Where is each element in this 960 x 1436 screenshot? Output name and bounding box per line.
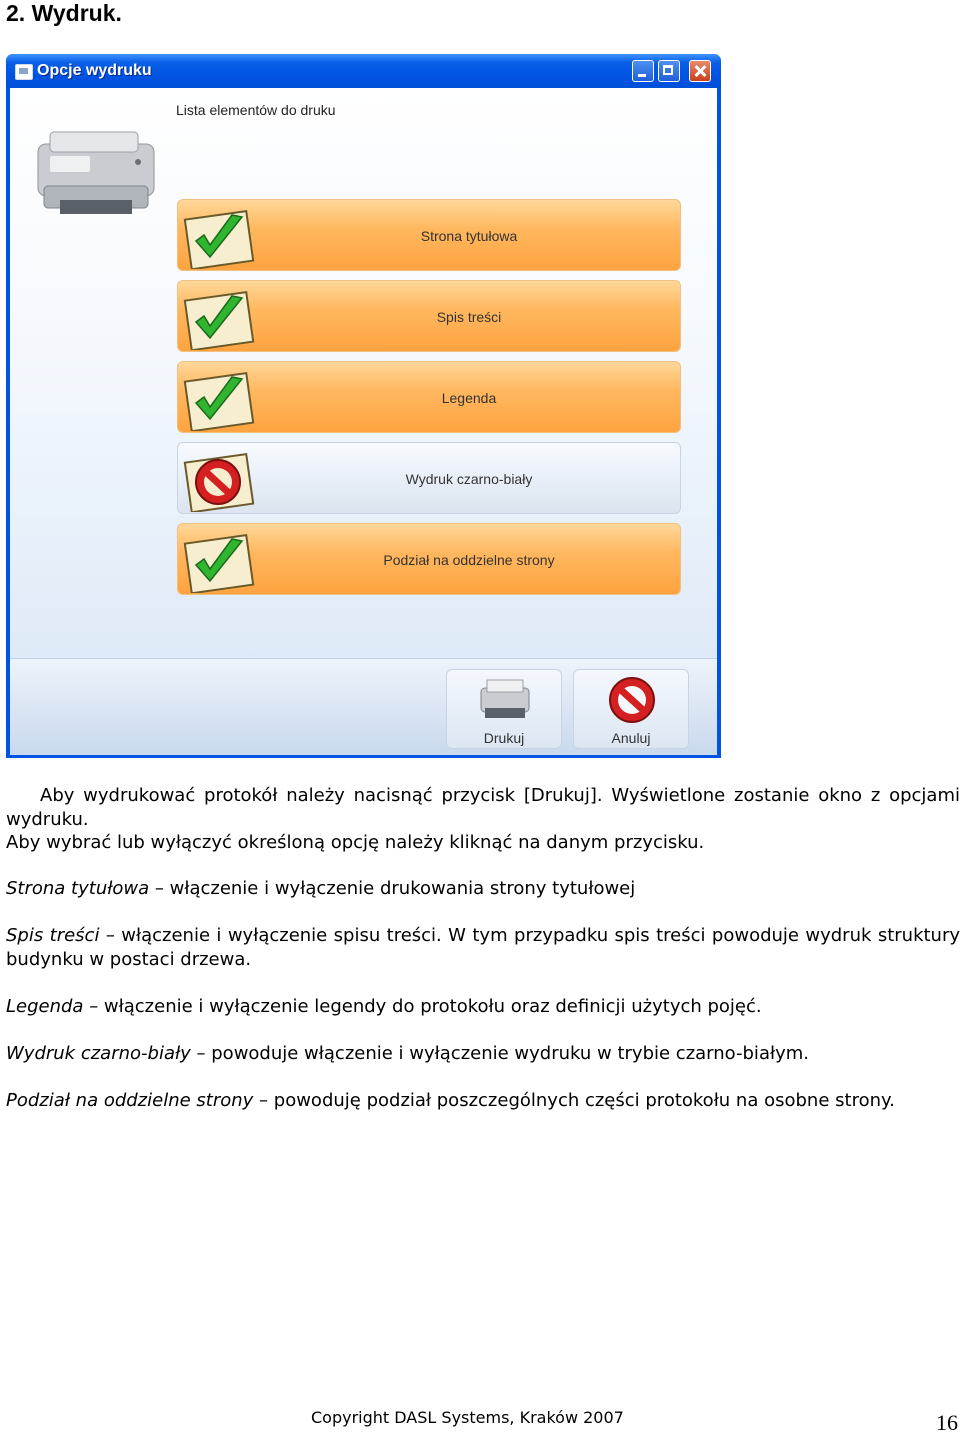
list-label: Lista elementów do druku (176, 102, 336, 118)
print-button-label: Drukuj (483, 730, 525, 746)
window-title: Opcje wydruku (37, 62, 152, 79)
printer-icon (475, 674, 535, 726)
option-label: Spis treści (436, 309, 502, 325)
check-icon (182, 205, 258, 269)
option-label: Legenda (441, 390, 497, 406)
stop-icon (602, 674, 662, 726)
definition-term: Legenda (6, 996, 84, 1017)
definition-term: Spis treści (6, 925, 100, 946)
definition-desc: – powoduje włączenie i wyłączenie wydruku w trybie czarno-białym. (190, 1043, 809, 1064)
footer-copyright: Copyright DASL Systems, Kraków 2007 (311, 1408, 624, 1427)
definition-desc: – włączenie i wyłączenie legendy do protokołu oraz definicji użytych pojęć. (83, 996, 762, 1017)
window-client-area (10, 88, 717, 754)
print-options-window (6, 54, 721, 758)
definition-podzial-na-strony (6, 1089, 960, 1113)
definition-term: Wydruk czarno-biały (6, 1043, 191, 1064)
definition-desc: – włączenie i wyłączenie spisu treści. W tym przypadku spis treści powoduje wydruk struktury budynku w postaci drzewa. (6, 925, 960, 970)
definition-spis-tresci (6, 924, 960, 972)
printer-illustration-icon (20, 126, 170, 222)
intro-paragraph-2: Aby wybrać lub wyłączyć określoną opcję należy kliknąć na danym przycisku. (6, 832, 705, 853)
section-heading: 2. Wydruk. (6, 0, 122, 26)
print-button[interactable] (446, 669, 562, 749)
close-icon[interactable] (689, 60, 711, 82)
definition-desc: – powoduję podział poszczególnych części protokołu na osobne strony. (253, 1090, 895, 1111)
option-podzial-na-strony[interactable] (177, 523, 681, 595)
check-icon (182, 529, 258, 593)
option-legenda[interactable] (177, 361, 681, 433)
minimize-icon[interactable] (632, 60, 654, 82)
cancel-button-label: Anuluj (611, 730, 651, 746)
option-spis-tresci[interactable] (177, 280, 681, 352)
definition-term: Strona tytułowa (6, 878, 150, 899)
option-label: Strona tytułowa (420, 228, 518, 244)
check-icon (182, 367, 258, 431)
button-bar (10, 658, 717, 755)
stop-icon (182, 448, 258, 512)
definition-legenda (6, 995, 960, 1019)
definition-term: Podział na oddzielne strony (6, 1090, 254, 1111)
cancel-button[interactable] (573, 669, 689, 749)
option-strona-tytulowa[interactable] (177, 199, 681, 271)
intro-paragraph: Aby wydrukować protokół należy nacisnąć przycisk [Drukuj]. Wyświetlone zostanie okno z opcjami wydruku. (6, 785, 960, 830)
definition-desc: – włączenie i wyłączenie drukowania strony tytułowej (149, 878, 636, 899)
definition-wydruk-czarno-bialy (6, 1042, 960, 1066)
definition-strona-tytulowa (6, 877, 960, 901)
option-wydruk-czarno-bialy[interactable] (177, 442, 681, 514)
window-icon (15, 64, 33, 80)
check-icon (182, 286, 258, 350)
page-number: 16 (936, 1410, 958, 1435)
option-label: Wydruk czarno-biały (405, 471, 533, 487)
window-titlebar[interactable] (6, 54, 721, 88)
maximize-icon[interactable] (658, 60, 680, 82)
option-label: Podział na oddzielne strony (383, 552, 555, 568)
